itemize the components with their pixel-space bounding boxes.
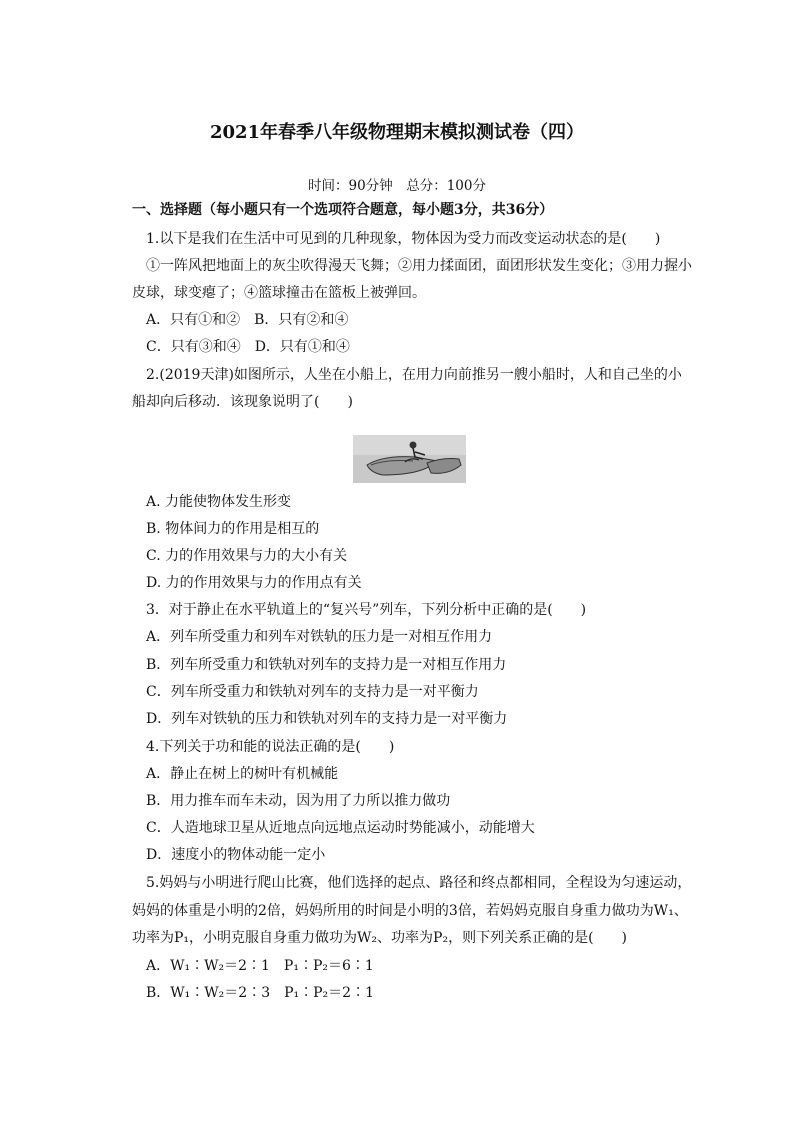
q5-option-b: B．W₁∶W₂＝2∶3 P₁∶P₂＝2∶1	[146, 985, 374, 1001]
q4-stem: 4.下列关于功和能的说法正确的是( )	[146, 739, 395, 755]
q2-stem-line2: 船却向后移动．该现象说明了( )	[132, 394, 353, 410]
q3-stem: 3．对于静止在水平轨道上的“复兴号”列车，下列分析中正确的是( )	[146, 602, 587, 618]
q2-option-c: C. 力的作用效果与力的大小有关	[146, 548, 348, 564]
q5-stem-line2: 妈妈的体重是小明的2倍，妈妈所用的时间是小明的3倍，若妈妈克服自身重力做功为W₁、	[132, 903, 688, 919]
q4-option-c: C．人造地球卫星从近地点向远地点运动时势能减小，动能增大	[146, 820, 535, 836]
exam-title: 2021年春季八年级物理期末模拟测试卷（四）	[209, 122, 585, 143]
q4-option-b: B．用力推车而车未动，因为用了力所以推力做功	[146, 793, 451, 809]
exam-meta: 时间：90分钟 总分：100分	[308, 178, 486, 194]
q4-option-a: A．静止在树上的树叶有机械能	[146, 766, 339, 782]
q1-stem: 1.以下是我们在生活中可见到的几种现象，物体因为受力而改变运动状态的是( )	[146, 231, 661, 247]
q1-desc-line1: ①一阵风把地面上的灰尘吹得漫天飞舞；②用力揉面团，面团形状发生变化；③用力握小	[146, 258, 692, 274]
q3-option-b: B．列车所受重力和铁轨对列车的支持力是一对相互作用力	[146, 657, 507, 673]
q5-stem-line3: 功率为P₁，小明克服自身重力做功为W₂、功率为P₂，则下列关系正确的是( )	[132, 930, 627, 946]
q1-options-cd: C．只有③和④ D．只有①和④	[146, 339, 350, 355]
q3-option-d: D．列车对铁轨的压力和铁轨对列车的支持力是一对平衡力	[146, 711, 508, 727]
q2-stem-line1: 2.(2019天津)如图所示，人坐在小船上，在用力向前推另一艘小船时，人和自己坐的小	[146, 367, 682, 383]
q2-option-a: A. 力能使物体发生形变	[146, 494, 292, 510]
q1-desc-line2: 皮球，球变瘪了；④篮球撞击在篮板上被弹回。	[132, 285, 426, 301]
section-heading: 一、选择题（每小题只有一个选项符合题意，每小题3分，共36分）	[132, 202, 554, 218]
q2-option-d: D. 力的作用效果与力的作用点有关	[146, 575, 362, 591]
q5-stem-line1: 5.妈妈与小明进行爬山比赛，他们选择的起点、路径和终点都相同，全程设为匀速运动，	[146, 875, 692, 891]
q2-option-b: B. 物体间力的作用是相互的	[146, 521, 320, 537]
q4-option-d: D．速度小的物体动能一定小	[146, 847, 326, 863]
q3-option-a: A．列车所受重力和列车对铁轨的压力是一对相互作用力	[146, 629, 493, 645]
q1-options-ab: A．只有①和② B．只有②和④	[146, 312, 349, 328]
boat-figure-image	[353, 435, 466, 483]
q5-option-a: A．W₁∶W₂＝2∶1 P₁∶P₂＝6∶1	[146, 958, 374, 974]
q3-option-c: C．列车所受重力和铁轨对列车的支持力是一对平衡力	[146, 684, 479, 700]
